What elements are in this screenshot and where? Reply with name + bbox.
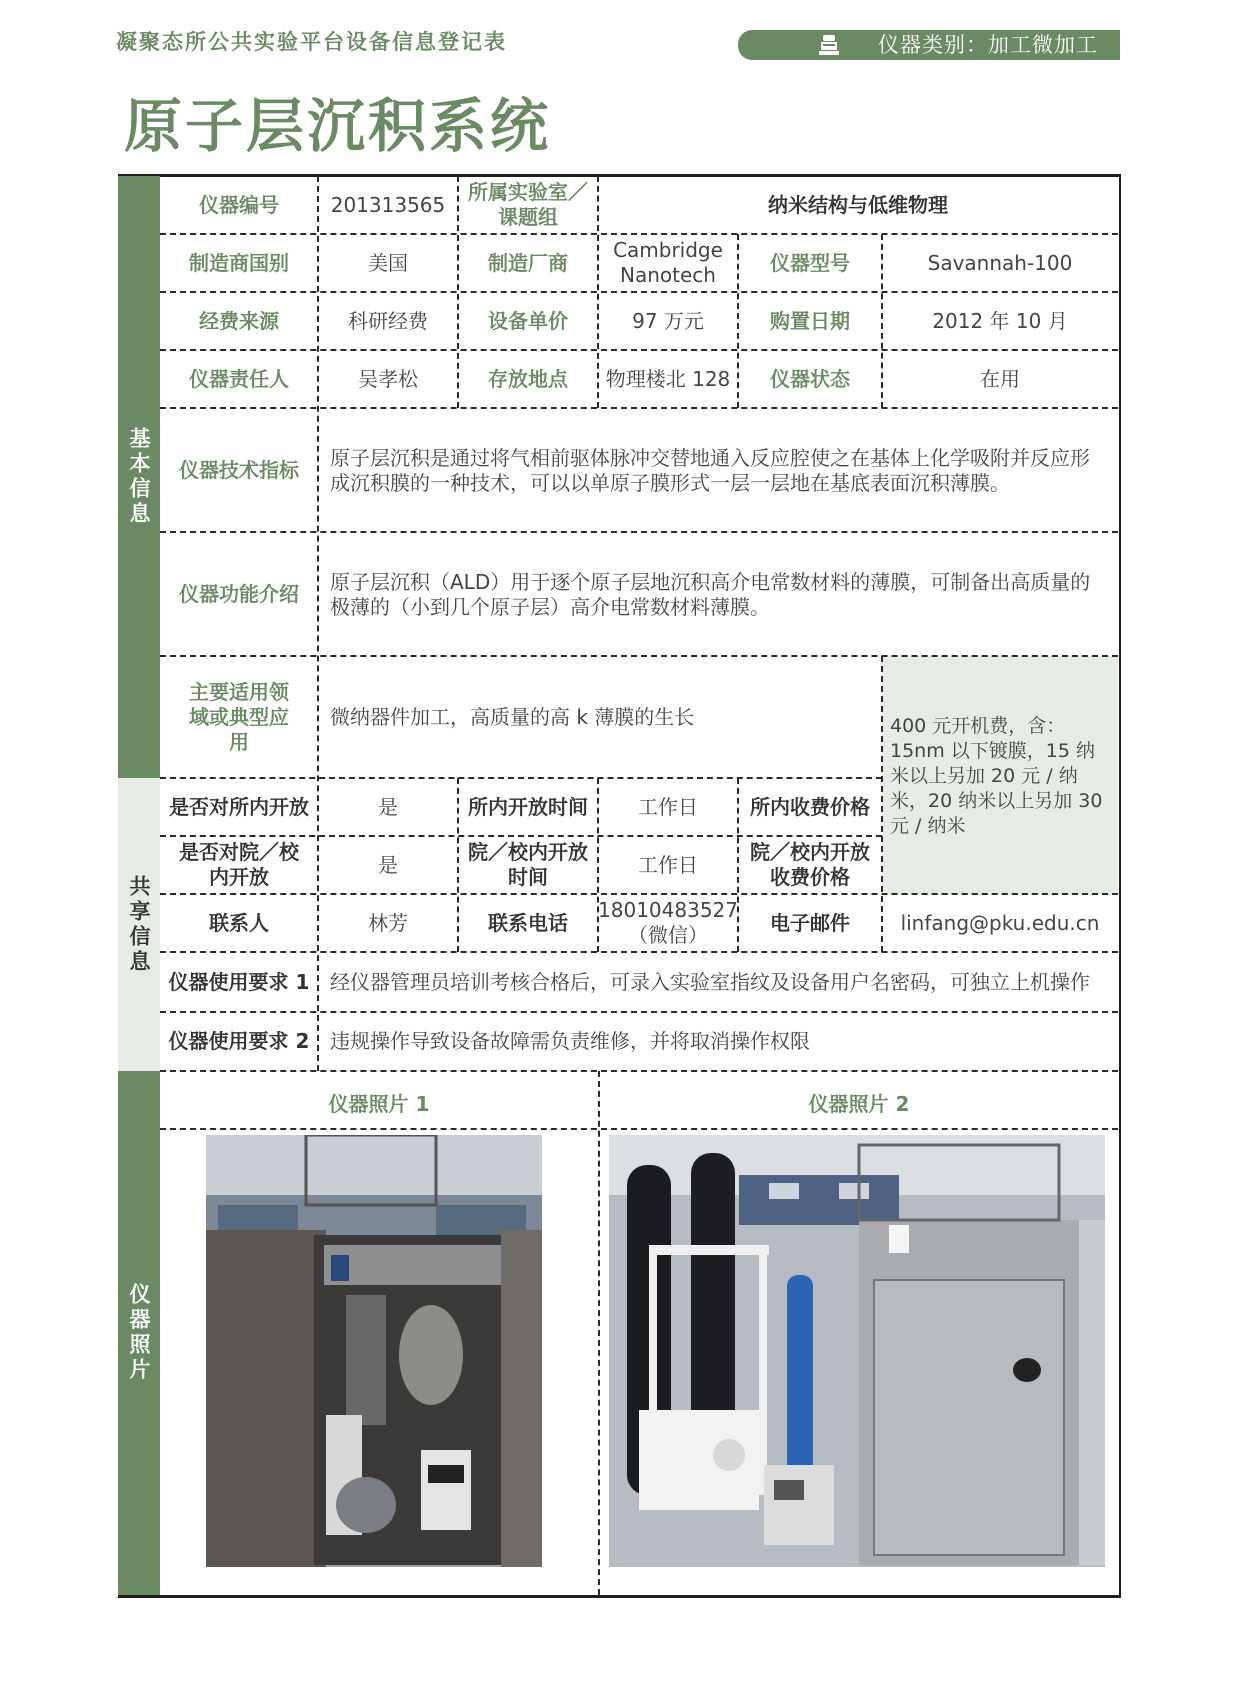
spec-label: 仪器技术指标	[179, 457, 299, 482]
phone-value: 18010483527（微信）	[598, 898, 738, 947]
grid-line	[160, 893, 1118, 895]
grid-line	[597, 778, 599, 952]
grid-line	[160, 531, 1118, 533]
fund-value: 科研经费	[348, 308, 428, 333]
grid-line	[737, 778, 739, 952]
lab-value: 纳米结构与低维物理	[768, 192, 948, 217]
id-value: 201313565	[330, 192, 446, 217]
category-label: 仪器类别：加工微加工	[878, 33, 1098, 57]
open-in-label: 是否对所内开放	[169, 794, 309, 819]
grid-line	[160, 291, 1118, 293]
open-out-label: 是否对院／校内开放	[179, 840, 299, 889]
instrument-photo-2	[609, 1135, 1105, 1567]
grid-line	[160, 1070, 1118, 1072]
registry-title: 凝聚态所公共实验平台设备信息登记表	[116, 30, 507, 54]
fund-label: 经费来源	[199, 308, 279, 333]
req1-value: 经仪器管理员培训考核合格后，可录入实验室指纹及设备用户名密码，可独立上机操作	[330, 969, 1090, 994]
model-label: 仪器型号	[770, 250, 850, 275]
owner-value: 吴孝松	[358, 366, 418, 391]
fee-in-label: 所内收费价格	[750, 794, 870, 819]
grid-line	[597, 176, 599, 408]
fee-out-label: 院／校内开放收费价格	[750, 840, 870, 889]
func-label: 仪器功能介绍	[179, 581, 299, 606]
date-value: 2012 年 10 月	[932, 308, 1068, 333]
maker-label: 制造厂商	[488, 250, 568, 275]
status-value: 在用	[980, 366, 1020, 391]
page-title: 原子层沉积系统	[124, 92, 552, 160]
grid-line	[160, 951, 1118, 953]
func-value: 原子层沉积（ALD）用于逐个原子层地沉积高介电常数材料的薄膜，可制备出高质量的极薄的（小到几个原子层）高介电常数材料薄膜。	[330, 570, 1091, 619]
photo1-label: 仪器照片 1	[328, 1092, 430, 1116]
contact-value: 林芳	[368, 910, 408, 935]
model-value: Savannah-100	[927, 250, 1073, 275]
grid-line	[160, 407, 1118, 409]
instrument-icon	[818, 33, 840, 57]
grid-line	[457, 778, 459, 952]
loc-label: 存放地点	[488, 366, 568, 391]
grid-line	[881, 656, 883, 952]
grid-line	[737, 234, 739, 408]
grid-line	[160, 777, 882, 779]
grid-line	[457, 176, 459, 408]
country-label: 制造商国别	[189, 250, 289, 275]
time-in-label: 所内开放时间	[468, 794, 588, 819]
open-out-value: 是	[378, 852, 398, 877]
fee-note: 400 元开机费，含：15nm 以下镀膜，15 纳米以上另加 20 元 / 纳米，20 纳米以上另加 30 元 / 纳米	[882, 656, 1118, 895]
section-share: 共享信息	[118, 778, 160, 1071]
contact-label: 联系人	[209, 910, 269, 935]
category-tag	[738, 30, 1120, 60]
open-in-value: 是	[378, 794, 398, 819]
status-label: 仪器状态	[770, 366, 850, 391]
owner-label: 仪器责任人	[189, 366, 289, 391]
email-label: 电子邮件	[770, 910, 850, 935]
spec-value: 原子层沉积是通过将气相前驱体脉冲交替地通入反应腔使之在基体上化学吸附并反应形成沉积膜的一种技术，可以以单原子膜形式一层一层地在基底表面沉积薄膜。	[330, 446, 1090, 495]
section-basic: 基本信息	[118, 176, 160, 778]
price-label: 设备单价	[488, 308, 568, 333]
grid-line	[317, 176, 319, 1071]
grid-line	[160, 655, 1118, 657]
grid-line	[160, 233, 1118, 235]
time-in-value: 工作日	[638, 794, 698, 819]
time-out-label: 院／校内开放时间	[468, 840, 588, 889]
photo2-label: 仪器照片 2	[808, 1092, 910, 1116]
lab-label: 所属实验室／课题组	[468, 180, 588, 229]
date-label: 购置日期	[770, 308, 850, 333]
instrument-photo-1	[206, 1135, 542, 1567]
grid-line	[881, 234, 883, 408]
grid-line	[160, 835, 882, 837]
section-photos: 仪器照片	[118, 1071, 160, 1595]
loc-value: 物理楼北 128	[605, 366, 731, 391]
grid-line	[160, 1011, 1118, 1013]
phone-label: 联系电话	[488, 910, 568, 935]
grid-line	[598, 1071, 600, 1595]
maker-value: Cambridge Nanotech	[613, 238, 723, 287]
grid-line	[160, 349, 1118, 351]
req1-label: 仪器使用要求 1	[168, 969, 310, 994]
country-value: 美国	[368, 250, 408, 275]
app-label: 主要适用领域或典型应用	[189, 679, 289, 754]
email-value[interactable]: linfang@pku.edu.cn	[900, 910, 1100, 935]
grid-line	[160, 1128, 1118, 1130]
req2-value: 违规操作导致设备故障需负责维修，并将取消操作权限	[330, 1029, 810, 1053]
req2-label: 仪器使用要求 2	[168, 1029, 310, 1053]
time-out-value: 工作日	[638, 852, 698, 877]
price-value: 97 万元	[632, 308, 704, 333]
id-label: 仪器编号	[199, 192, 279, 217]
app-value: 微纳器件加工，高质量的高 k 薄膜的生长	[330, 704, 695, 729]
